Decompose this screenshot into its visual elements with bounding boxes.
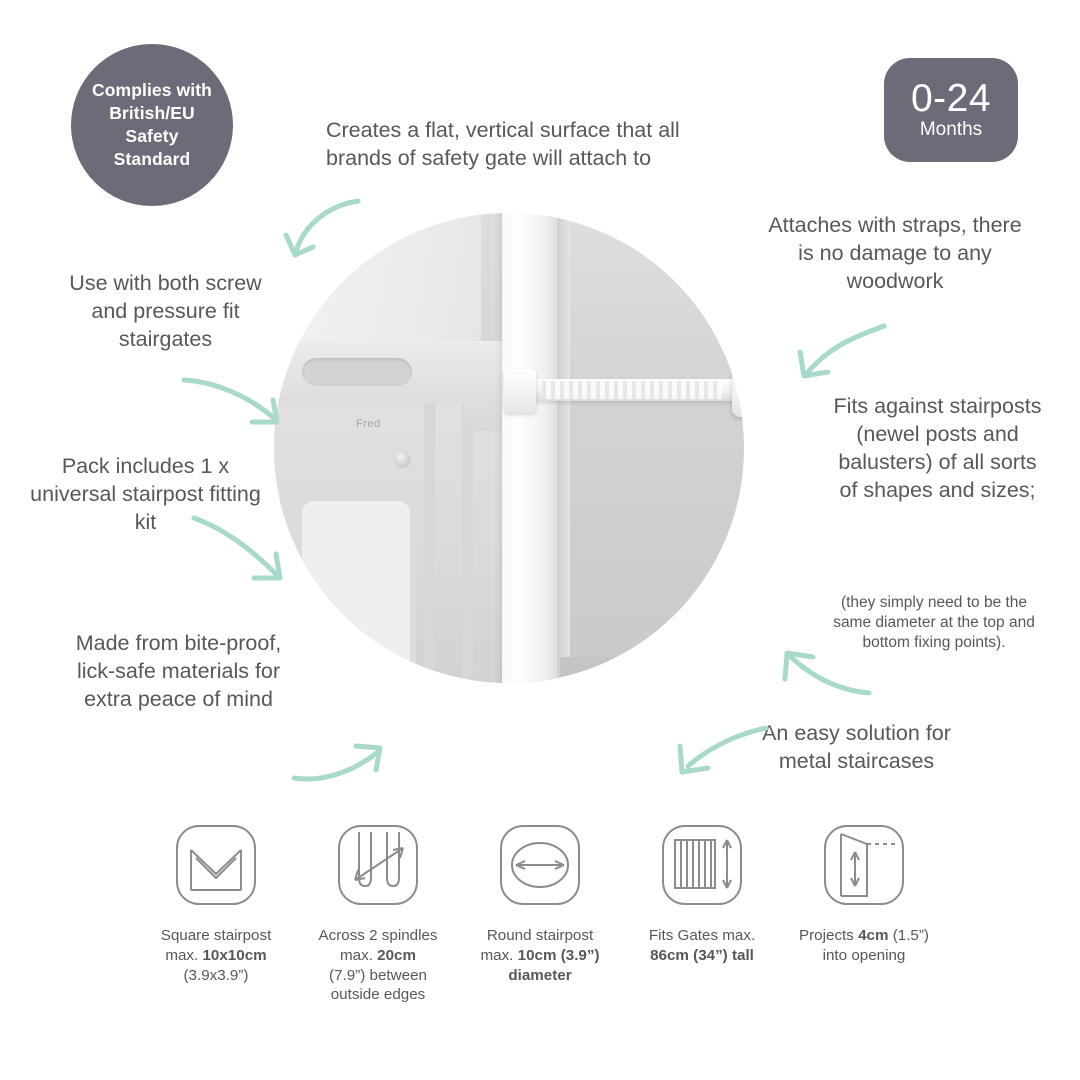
spec-caption bbox=[303, 926, 453, 1005]
spec-caption bbox=[480, 926, 599, 985]
arrow-screw-pressure-fit bbox=[178, 372, 288, 442]
photo-gate-rib bbox=[424, 403, 435, 683]
callout-materials: Made from bite-proof, lick-safe materials for extra peace of mind bbox=[75, 631, 282, 711]
callout-fits-against: Fits against stairposts (newel posts and balusters) of all sorts of shapes and sizes; bbox=[833, 394, 1042, 502]
age-range-badge bbox=[884, 58, 1018, 162]
spec-item bbox=[141, 818, 291, 1005]
photo-strap-texture bbox=[542, 381, 722, 399]
photo-tension-knob bbox=[732, 365, 744, 417]
spec-line-1: Fits Gates max. bbox=[648, 927, 756, 944]
callout-flat-surface: Creates a flat, vertical surface that all brands of safety gate will attach to bbox=[326, 118, 680, 170]
spec-line-1-suffix: (1.5”) bbox=[888, 927, 929, 944]
callout-fits-against-note: (they simply need to be the same diameter at the top and bottom fixing points). bbox=[833, 594, 1035, 651]
spec-line-3: diameter bbox=[508, 966, 572, 984]
spec-item bbox=[789, 818, 939, 1005]
spec-item bbox=[303, 818, 453, 1005]
gate-height-icon bbox=[649, 818, 755, 912]
spec-line-2-prefix: max. bbox=[480, 946, 518, 964]
spec-line-1-prefix: Projects bbox=[798, 927, 859, 944]
arrow-metal-staircases bbox=[672, 722, 772, 784]
spec-line-2-value: 20cm bbox=[377, 946, 416, 964]
spec-caption bbox=[161, 926, 272, 985]
callout-metal-staircases: An easy solution for metal staircases bbox=[762, 721, 951, 773]
spec-line-3: (7.9”) between outside edges bbox=[329, 966, 427, 1004]
photo-stairpost bbox=[502, 213, 560, 683]
arrow-pack-includes bbox=[188, 512, 298, 592]
photo-strap-buckle bbox=[504, 369, 536, 413]
spec-line-3: into opening bbox=[822, 946, 906, 964]
projection-icon bbox=[811, 818, 917, 912]
age-range-value: 0-24 bbox=[910, 77, 992, 121]
spec-caption bbox=[799, 926, 929, 966]
photo-gate-screw bbox=[394, 451, 411, 468]
spec-item bbox=[627, 818, 777, 1005]
spec-line-2-prefix: max. bbox=[340, 946, 378, 964]
arrow-straps bbox=[792, 320, 892, 392]
arrow-materials bbox=[290, 738, 390, 794]
spec-line-2-value: 10x10cm bbox=[202, 946, 267, 964]
photo-stairpost-edge bbox=[557, 213, 570, 683]
callout-pack-includes: Pack includes 1 x universal stairpost fitting kit bbox=[30, 454, 261, 534]
spec-line-1: Square stairpost bbox=[160, 927, 272, 944]
photo-baseboard bbox=[560, 657, 744, 683]
spec-line-2-value: 10cm (3.9”) bbox=[517, 946, 600, 964]
arrow-fits-against bbox=[775, 645, 875, 705]
callout-straps: Attaches with straps, there is no damage to any woodwork bbox=[768, 213, 1022, 293]
arrow-flat-surface bbox=[280, 195, 370, 265]
photo-gate-panel bbox=[296, 495, 416, 683]
age-range-unit: Months bbox=[919, 119, 983, 141]
spec-line-2-value: 86cm (34”) tall bbox=[650, 946, 754, 964]
photo-gate-rib bbox=[462, 403, 473, 683]
two-spindles-icon bbox=[325, 818, 431, 912]
spec-caption bbox=[649, 926, 755, 966]
round-stairpost-icon bbox=[487, 818, 593, 912]
spec-line-1: Round stairpost bbox=[486, 927, 594, 944]
spec-list bbox=[0, 818, 1080, 1005]
spec-line-1-value: 4cm bbox=[858, 927, 889, 944]
product-photo bbox=[274, 213, 744, 683]
spec-item bbox=[465, 818, 615, 1005]
square-stairpost-icon bbox=[163, 818, 269, 912]
callout-screw-pressure-fit: Use with both screw and pressure fit stairgates bbox=[69, 271, 262, 351]
spec-line-1: Across 2 spindles bbox=[318, 927, 438, 944]
compliance-badge bbox=[71, 44, 233, 206]
compliance-badge-label: Complies with British/EU Safety Standard bbox=[92, 79, 212, 170]
photo-brand-text: Fred bbox=[356, 418, 381, 430]
spec-line-3: (3.9x3.9”) bbox=[183, 966, 249, 984]
photo-gate-handle-slot bbox=[302, 358, 412, 386]
spec-line-2-prefix: max. bbox=[165, 946, 203, 964]
